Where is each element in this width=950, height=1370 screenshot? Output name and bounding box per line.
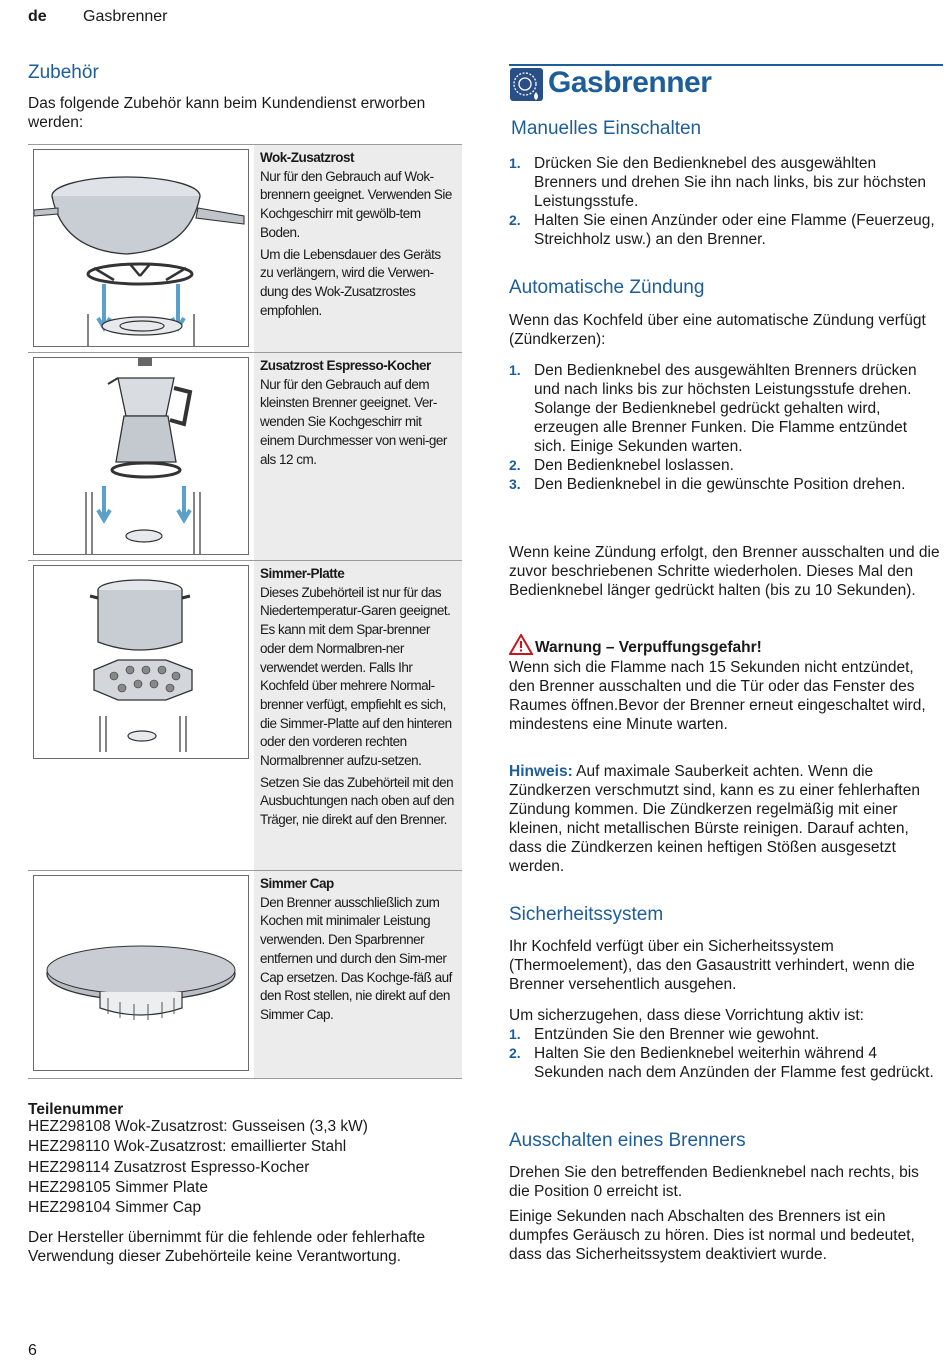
burner-off-title: Ausschalten eines Brenners (509, 1130, 746, 1151)
hint-text: Auf maximale Sauberkeit achten. Wenn die Zündkerzen verschmutzt sind, kann es zu einer fehlerhaften Zündung kommen. Die Zündkerzen regelmäßig mit einer kleinen, nicht metallischen Bürste reinigen. Darauf achten, dass die Zündkerzen keinen heftigen Stößen ausgesetzt werden. (509, 763, 920, 875)
simmer-cap-illustration (33, 875, 249, 1071)
header-section-title: Gasbrenner (83, 8, 168, 25)
warning-title: Warnung – Verpuffungsgefahr! (535, 639, 762, 656)
accessory-row-simmer-cap (28, 871, 462, 1079)
safety-system-text: Ihr Kochfeld verfügt über ein Sicherheitssystem (Thermoelement), das den Gasaustritt verhindert, wenn die Brenner versehentlich ausgehen. (509, 938, 915, 993)
hint-label: Hinweis: (509, 763, 573, 780)
accessory-desc: Dieses Zubehörteil ist nur für das Niedertemperatur-Garen geeignet. Es kann mit dem Spar-brenner oder dem Normalbren-ner verwendet werden. Falls Ihr Kochfeld über mehrere Normal-brenner verfügt, empfiehlt es sich, die Simmer-Platte auf den hinteren oder den vorderen rechten Normalbrenner aufzu-setzen. (260, 584, 452, 769)
list-item: 1. Den Bedienknebel des ausgewählten Brenners drücken und nach links bis zur höchsten Leistungsstufe drehen. Solange der Bedienknebel gedrückt gehalten wird, erzeugen alle Brenner Funken. Die Flamme entzündet sich. Einige Sekunden warten. (509, 362, 917, 455)
list-item: 2. Den Bedienknebel loslassen. (509, 457, 734, 474)
disclaimer-text: Der Hersteller übernimmt für die fehlende oder fehlerhafte Verwendung dieser Zubehörteile keine Verantwortung. (28, 1229, 426, 1265)
accessory-row-simmer-plate (28, 561, 462, 871)
chapter-title: Gasbrenner (548, 66, 712, 99)
warning-box (509, 634, 943, 734)
warning-icon (509, 634, 533, 655)
manual-ignition-title: Manuelles Einschalten (511, 118, 702, 139)
page-header (28, 8, 168, 26)
accessory-row-wok (28, 145, 462, 353)
accessory-desc-extra: Um die Lebensdauer des Geräts zu verlängern, wird die Verwen-dung des Wok-Zusatzrostes empfohlen. (260, 246, 441, 318)
accessory-row-espresso (28, 353, 462, 561)
part-numbers-list (28, 1117, 458, 1218)
accessory-desc: Nur für den Gebrauch auf Wok-brennern geeignet. Verwenden Sie Kochgeschirr mit gewölb-tem Boden. (260, 168, 452, 240)
language-code: de (28, 8, 47, 25)
accessory-title: Wok-Zusatzrost (260, 150, 355, 165)
accessory-title: Zusatzrost Espresso-Kocher (260, 358, 431, 373)
warning-text: Wenn sich die Flamme nach 15 Sekunden nicht entzündet, den Brenner ausschalten und die Tür oder das Fenster des Raumes öffnen.Bevor der Brenner erneut eingeschaltet wird, mindestens eine Minute warten. (509, 659, 926, 733)
list-item: 2. Halten Sie den Bedienknebel weiterhin während 4 Sekunden nach dem Anzünden der Flamme fest gedrückt. (509, 1045, 934, 1081)
accessory-title: Simmer Cap (260, 876, 334, 891)
accessories-table (28, 144, 462, 1078)
warning-heading (509, 634, 943, 658)
accessory-text-simmer-cap (254, 871, 462, 1078)
part-number-item: HEZ298105 Simmer Plate (28, 1178, 209, 1196)
wok-ring-illustration (33, 149, 249, 347)
list-item: 1. Drücken Sie den Bedienknebel des ausgewählten Brenners und drehen Sie ihn nach links, bis zur höchsten Leistungsstufe. (509, 155, 927, 210)
safety-system-intro: Um sicherzugehen, dass diese Vorrichtung aktiv ist: (509, 1007, 864, 1024)
safety-system-steps (509, 1025, 943, 1082)
list-item: 3. Den Bedienknebel in die gewünschte Position drehen. (509, 476, 906, 493)
auto-ignition-intro: Wenn das Kochfeld über eine automatische Zündung verfügt (Zündkerzen): (509, 312, 926, 348)
burner-off-text: Drehen Sie den betreffenden Bedienknebel nach rechts, bis die Position 0 erreicht ist. (509, 1164, 919, 1200)
accessories-title: Zubehör (28, 62, 99, 83)
gas-burner-heading (509, 64, 943, 100)
espresso-ring-illustration (33, 357, 249, 555)
simmer-plate-illustration (33, 565, 249, 759)
gas-burner-icon (510, 68, 543, 101)
part-number-item: HEZ298104 Simmer Cap (28, 1199, 202, 1217)
page-number: 6 (28, 1342, 37, 1359)
accessory-text-simmer-plate (254, 561, 462, 870)
part-number-item: HEZ298108 Wok-Zusatzrost: Gusseisen (3,3 kW) (28, 1118, 368, 1135)
list-item: 1. Entzünden Sie den Brenner wie gewohnt. (509, 1026, 820, 1043)
burner-off-note: Einige Sekunden nach Abschalten des Brenners ist ein dumpfes Geräusch zu hören. Dies ist normal und bedeutet, dass das Sicherheitssystem deaktiviert wurde. (509, 1208, 915, 1263)
hint-paragraph (509, 762, 943, 876)
accessory-title: Simmer-Platte (260, 566, 345, 581)
auto-ignition-steps (509, 361, 943, 494)
accessory-desc-extra: Setzen Sie das Zubehörteil mit den Ausbuchtungen nach oben auf den Träger, nie direkt auf den Brenner. (260, 774, 454, 828)
accessory-text-wok (254, 145, 462, 352)
accessory-desc: Nur für den Gebrauch auf dem kleinsten Brenner geeignet. Ver-wenden Sie Kochgeschirr mit einem Durchmesser von weni-ger als 12 cm. (260, 376, 447, 467)
accessory-desc: Den Brenner ausschließlich zum Kochen mit minimaler Leistung verwenden. Den Sparbrenner entfernen und durch den Sim-mer Cap ersetzen. Das Kochge-fäß auf den Rost stellen, nie direkt auf den Simmer Cap. (260, 894, 452, 1022)
part-number-item: HEZ298114 Zusatzrost Espresso-Kocher (28, 1158, 310, 1176)
safety-system-title: Sicherheitssystem (509, 904, 664, 925)
manual-ignition-steps (509, 154, 943, 249)
part-number-item: HEZ298110 Wok-Zusatzrost: emaillierter Stahl (28, 1138, 347, 1156)
part-numbers-title: Teilenummer (28, 1101, 124, 1118)
accessory-text-espresso (254, 353, 462, 560)
no-ignition-text: Wenn keine Zündung erfolgt, den Brenner ausschalten und die zuvor beschriebenen Schritte wiederholen. Dieses Mal den Bedienknebel länger gedrückt halten (bis zu 10 Sekunden). (509, 544, 940, 599)
accessories-intro: Das folgende Zubehör kann beim Kundendienst erworben werden: (28, 95, 426, 131)
auto-ignition-title: Automatische Zündung (509, 277, 705, 298)
list-item: 2. Halten Sie einen Anzünder oder eine Flamme (Feuerzeug, Streichholz usw.) an den Brenner. (509, 212, 935, 248)
